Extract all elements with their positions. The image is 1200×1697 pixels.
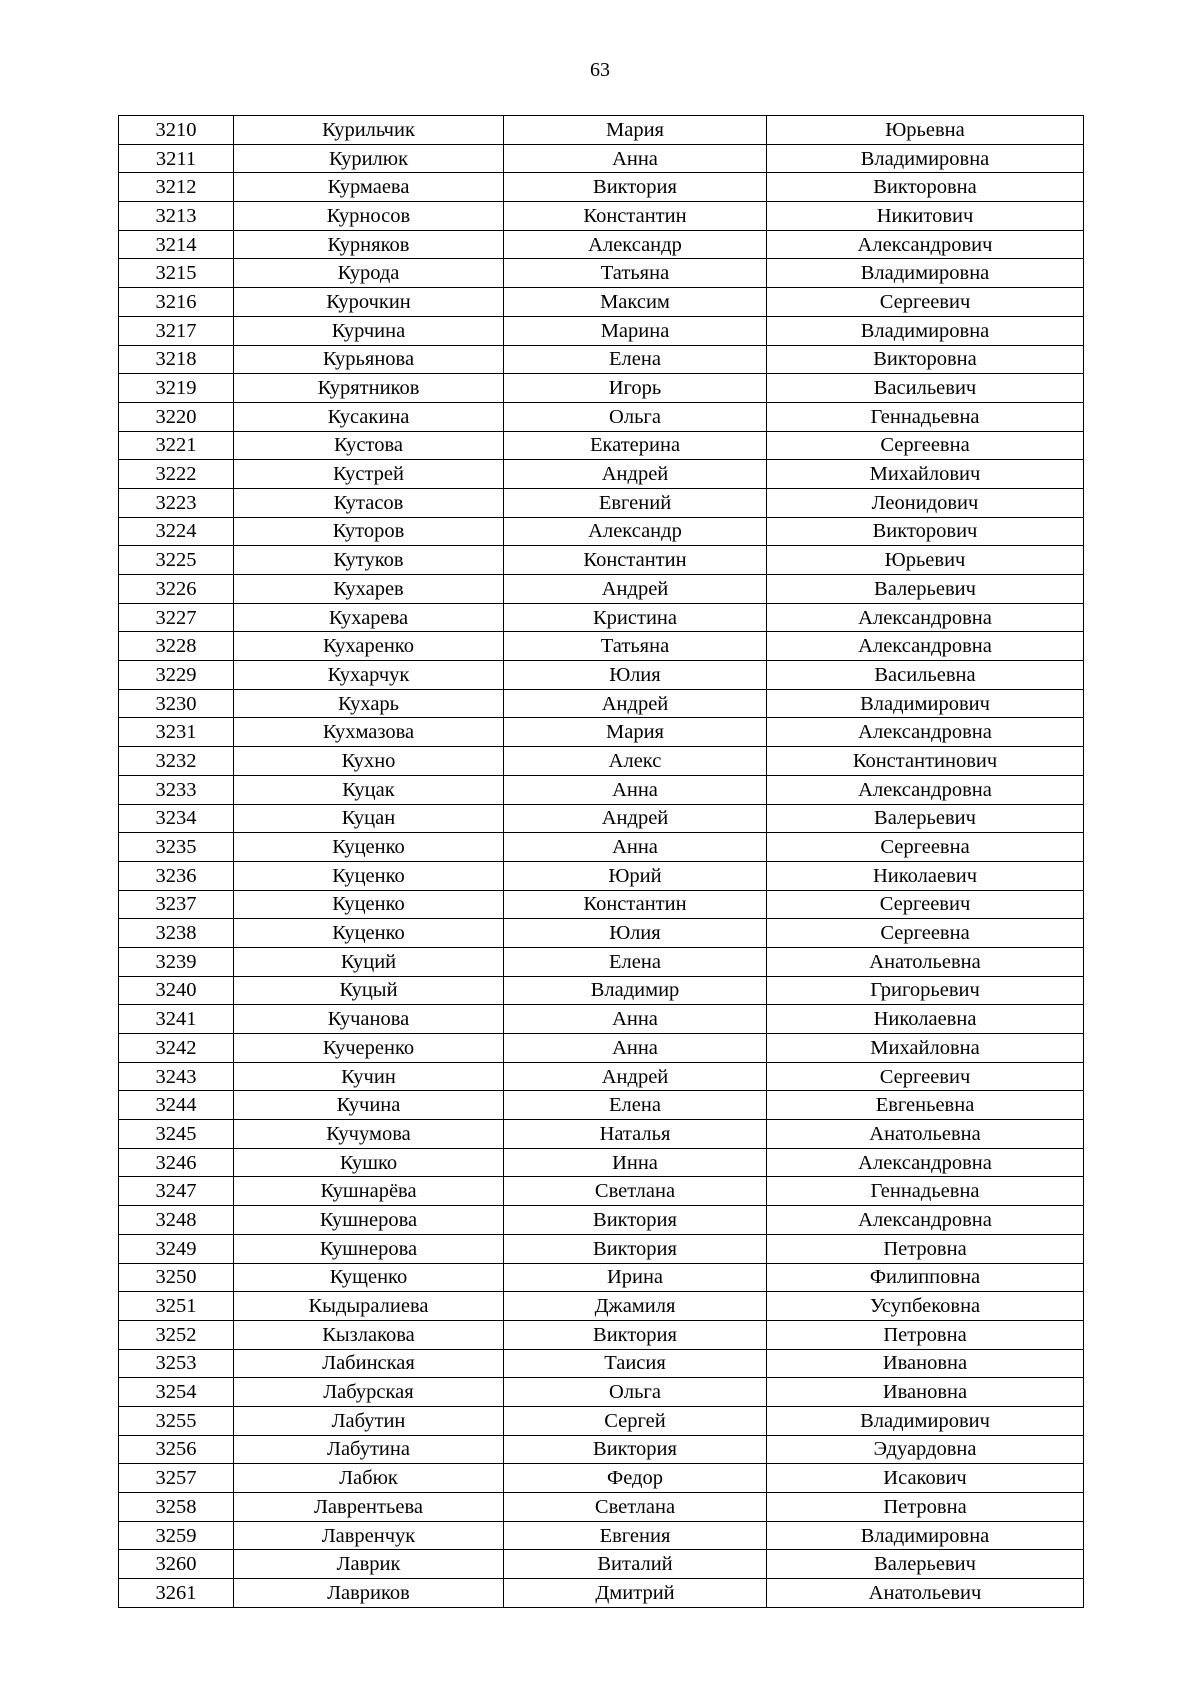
table-row	[119, 488, 1084, 517]
row-number-cell: 3223	[119, 488, 234, 517]
last-name-cell: Куцый	[234, 976, 504, 1005]
page-number: 63	[590, 59, 610, 81]
last-name-cell: Кутасов	[234, 488, 504, 517]
patronymic-cell: Михайлович	[767, 460, 1084, 489]
last-name-cell: Кушнерова	[234, 1234, 504, 1263]
last-name-cell: Лаврентьева	[234, 1493, 504, 1522]
first-name-cell: Ольга	[504, 1378, 767, 1407]
first-name-cell: Константин	[504, 890, 767, 919]
row-number-cell: 3241	[119, 1005, 234, 1034]
first-name-cell: Светлана	[504, 1493, 767, 1522]
first-name-cell: Виктория	[504, 1320, 767, 1349]
first-name-cell: Анна	[504, 775, 767, 804]
table-row	[119, 288, 1084, 317]
first-name-cell: Таисия	[504, 1349, 767, 1378]
patronymic-cell: Александровна	[767, 775, 1084, 804]
table-row	[119, 1349, 1084, 1378]
patronymic-cell: Валерьевич	[767, 575, 1084, 604]
first-name-cell: Инна	[504, 1148, 767, 1177]
patronymic-cell: Владимировна	[767, 144, 1084, 173]
patronymic-cell: Юрьевич	[767, 546, 1084, 575]
table-row	[119, 1579, 1084, 1608]
last-name-cell: Кучумова	[234, 1120, 504, 1149]
row-number-cell: 3248	[119, 1206, 234, 1235]
first-name-cell: Виталий	[504, 1550, 767, 1579]
patronymic-cell: Ивановна	[767, 1349, 1084, 1378]
table-row	[119, 632, 1084, 661]
row-number-cell: 3240	[119, 976, 234, 1005]
last-name-cell: Кустова	[234, 431, 504, 460]
row-number-cell: 3226	[119, 575, 234, 604]
row-number-cell: 3258	[119, 1493, 234, 1522]
row-number-cell: 3256	[119, 1435, 234, 1464]
row-number-cell: 3253	[119, 1349, 234, 1378]
last-name-cell: Кухно	[234, 747, 504, 776]
last-name-cell: Лабинская	[234, 1349, 504, 1378]
last-name-cell: Лабурская	[234, 1378, 504, 1407]
patronymic-cell: Александровна	[767, 1148, 1084, 1177]
last-name-cell: Куценко	[234, 919, 504, 948]
table-row	[119, 947, 1084, 976]
first-name-cell: Екатерина	[504, 431, 767, 460]
row-number-cell: 3251	[119, 1292, 234, 1321]
table-row	[119, 603, 1084, 632]
row-number-cell: 3215	[119, 259, 234, 288]
last-name-cell: Лабутин	[234, 1406, 504, 1435]
table-row	[119, 1177, 1084, 1206]
table-row	[119, 173, 1084, 202]
patronymic-cell: Валерьевич	[767, 1550, 1084, 1579]
last-name-cell: Курносов	[234, 202, 504, 231]
first-name-cell: Александр	[504, 230, 767, 259]
table-row	[119, 1034, 1084, 1063]
patronymic-cell: Александровна	[767, 718, 1084, 747]
first-name-cell: Игорь	[504, 374, 767, 403]
table-row	[119, 1493, 1084, 1522]
first-name-cell: Виктория	[504, 1435, 767, 1464]
last-name-cell: Курчина	[234, 316, 504, 345]
row-number-cell: 3211	[119, 144, 234, 173]
first-name-cell: Алекс	[504, 747, 767, 776]
patronymic-cell: Александрович	[767, 230, 1084, 259]
patronymic-cell: Сергеевна	[767, 431, 1084, 460]
patronymic-cell: Усупбековна	[767, 1292, 1084, 1321]
last-name-cell: Кухмазова	[234, 718, 504, 747]
first-name-cell: Елена	[504, 947, 767, 976]
last-name-cell: Кухарчук	[234, 661, 504, 690]
first-name-cell: Сергей	[504, 1406, 767, 1435]
row-number-cell: 3246	[119, 1148, 234, 1177]
row-number-cell: 3254	[119, 1378, 234, 1407]
patronymic-cell: Владимирович	[767, 1406, 1084, 1435]
last-name-cell: Куцан	[234, 804, 504, 833]
patronymic-cell: Геннадьевна	[767, 402, 1084, 431]
first-name-cell: Мария	[504, 116, 767, 145]
last-name-cell: Курняков	[234, 230, 504, 259]
last-name-cell: Кущенко	[234, 1263, 504, 1292]
table-row	[119, 517, 1084, 546]
first-name-cell: Наталья	[504, 1120, 767, 1149]
row-number-cell: 3231	[119, 718, 234, 747]
table-row	[119, 1120, 1084, 1149]
table-row	[119, 976, 1084, 1005]
table-row	[119, 689, 1084, 718]
patronymic-cell: Анатольевна	[767, 1120, 1084, 1149]
row-number-cell: 3242	[119, 1034, 234, 1063]
row-number-cell: 3221	[119, 431, 234, 460]
first-name-cell: Ольга	[504, 402, 767, 431]
last-name-cell: Лавриков	[234, 1579, 504, 1608]
row-number-cell: 3220	[119, 402, 234, 431]
last-name-cell: Курятников	[234, 374, 504, 403]
patronymic-cell: Ивановна	[767, 1378, 1084, 1407]
first-name-cell: Евгений	[504, 488, 767, 517]
last-name-cell: Курильчик	[234, 116, 504, 145]
table-row	[119, 804, 1084, 833]
first-name-cell: Виктория	[504, 1206, 767, 1235]
row-number-cell: 3238	[119, 919, 234, 948]
table-row	[119, 1435, 1084, 1464]
patronymic-cell: Владимировна	[767, 1521, 1084, 1550]
last-name-cell: Куценко	[234, 890, 504, 919]
patronymic-cell: Валерьевич	[767, 804, 1084, 833]
last-name-cell: Лавренчук	[234, 1521, 504, 1550]
patronymic-cell: Анатольевна	[767, 947, 1084, 976]
table-row	[119, 546, 1084, 575]
row-number-cell: 3233	[119, 775, 234, 804]
table-row	[119, 661, 1084, 690]
last-name-cell: Куцак	[234, 775, 504, 804]
patronymic-cell: Филипповна	[767, 1263, 1084, 1292]
last-name-cell: Кушнерова	[234, 1206, 504, 1235]
last-name-cell: Кухарева	[234, 603, 504, 632]
table-row	[119, 230, 1084, 259]
table-row	[119, 1464, 1084, 1493]
patronymic-cell: Евгеньевна	[767, 1091, 1084, 1120]
row-number-cell: 3250	[119, 1263, 234, 1292]
first-name-cell: Мария	[504, 718, 767, 747]
roster-table	[118, 115, 1084, 1608]
table-row	[119, 1005, 1084, 1034]
first-name-cell: Светлана	[504, 1177, 767, 1206]
last-name-cell: Куценко	[234, 833, 504, 862]
table-row	[119, 460, 1084, 489]
first-name-cell: Константин	[504, 202, 767, 231]
first-name-cell: Виктория	[504, 1234, 767, 1263]
patronymic-cell: Васильевна	[767, 661, 1084, 690]
table-row	[119, 575, 1084, 604]
first-name-cell: Андрей	[504, 804, 767, 833]
table-row	[119, 431, 1084, 460]
patronymic-cell: Сергеевна	[767, 919, 1084, 948]
patronymic-cell: Анатольевич	[767, 1579, 1084, 1608]
patronymic-cell: Исакович	[767, 1464, 1084, 1493]
last-name-cell: Курмаева	[234, 173, 504, 202]
table-row	[119, 919, 1084, 948]
last-name-cell: Куценко	[234, 861, 504, 890]
row-number-cell: 3259	[119, 1521, 234, 1550]
patronymic-cell: Сергеевич	[767, 288, 1084, 317]
first-name-cell: Александр	[504, 517, 767, 546]
last-name-cell: Курьянова	[234, 345, 504, 374]
last-name-cell: Кучанова	[234, 1005, 504, 1034]
first-name-cell: Андрей	[504, 689, 767, 718]
roster-table-body	[119, 116, 1084, 1608]
table-row	[119, 259, 1084, 288]
row-number-cell: 3232	[119, 747, 234, 776]
first-name-cell: Андрей	[504, 575, 767, 604]
row-number-cell: 3228	[119, 632, 234, 661]
row-number-cell: 3218	[119, 345, 234, 374]
row-number-cell: 3237	[119, 890, 234, 919]
row-number-cell: 3210	[119, 116, 234, 145]
last-name-cell: Куторов	[234, 517, 504, 546]
table-row	[119, 1148, 1084, 1177]
last-name-cell: Кусакина	[234, 402, 504, 431]
last-name-cell: Кушко	[234, 1148, 504, 1177]
patronymic-cell: Викторович	[767, 517, 1084, 546]
first-name-cell: Юлия	[504, 919, 767, 948]
patronymic-cell: Александровна	[767, 603, 1084, 632]
row-number-cell: 3247	[119, 1177, 234, 1206]
first-name-cell: Анна	[504, 1034, 767, 1063]
patronymic-cell: Сергеевич	[767, 1062, 1084, 1091]
table-row	[119, 116, 1084, 145]
table-row	[119, 345, 1084, 374]
row-number-cell: 3217	[119, 316, 234, 345]
table-row	[119, 374, 1084, 403]
row-number-cell: 3261	[119, 1579, 234, 1608]
row-number-cell: 3229	[119, 661, 234, 690]
last-name-cell: Куций	[234, 947, 504, 976]
table-row	[119, 1378, 1084, 1407]
patronymic-cell: Григорьевич	[767, 976, 1084, 1005]
table-row	[119, 1091, 1084, 1120]
patronymic-cell: Юрьевна	[767, 116, 1084, 145]
last-name-cell: Лаврик	[234, 1550, 504, 1579]
table-row	[119, 202, 1084, 231]
table-row	[119, 316, 1084, 345]
table-row	[119, 861, 1084, 890]
last-name-cell: Курода	[234, 259, 504, 288]
row-number-cell: 3227	[119, 603, 234, 632]
first-name-cell: Кристина	[504, 603, 767, 632]
first-name-cell: Юрий	[504, 861, 767, 890]
last-name-cell: Кызлакова	[234, 1320, 504, 1349]
patronymic-cell: Леонидович	[767, 488, 1084, 517]
table-row	[119, 747, 1084, 776]
last-name-cell: Кучеренко	[234, 1034, 504, 1063]
first-name-cell: Марина	[504, 316, 767, 345]
row-number-cell: 3236	[119, 861, 234, 890]
first-name-cell: Евгения	[504, 1521, 767, 1550]
first-name-cell: Виктория	[504, 173, 767, 202]
last-name-cell: Курочкин	[234, 288, 504, 317]
patronymic-cell: Эдуардовна	[767, 1435, 1084, 1464]
last-name-cell: Кушнарёва	[234, 1177, 504, 1206]
table-row	[119, 775, 1084, 804]
first-name-cell: Джамиля	[504, 1292, 767, 1321]
row-number-cell: 3222	[119, 460, 234, 489]
table-row	[119, 1206, 1084, 1235]
row-number-cell: 3235	[119, 833, 234, 862]
row-number-cell: 3214	[119, 230, 234, 259]
patronymic-cell: Владимировна	[767, 316, 1084, 345]
last-name-cell: Кустрей	[234, 460, 504, 489]
patronymic-cell: Викторовна	[767, 173, 1084, 202]
row-number-cell: 3213	[119, 202, 234, 231]
table-row	[119, 718, 1084, 747]
last-name-cell: Курилюк	[234, 144, 504, 173]
table-row	[119, 833, 1084, 862]
patronymic-cell: Васильевич	[767, 374, 1084, 403]
patronymic-cell: Владимировна	[767, 259, 1084, 288]
first-name-cell: Федор	[504, 1464, 767, 1493]
row-number-cell: 3224	[119, 517, 234, 546]
row-number-cell: 3245	[119, 1120, 234, 1149]
table-row	[119, 1234, 1084, 1263]
patronymic-cell: Михайловна	[767, 1034, 1084, 1063]
row-number-cell: 3219	[119, 374, 234, 403]
row-number-cell: 3260	[119, 1550, 234, 1579]
patronymic-cell: Александровна	[767, 1206, 1084, 1235]
last-name-cell: Кухаренко	[234, 632, 504, 661]
patronymic-cell: Владимирович	[767, 689, 1084, 718]
last-name-cell: Лабутина	[234, 1435, 504, 1464]
row-number-cell: 3216	[119, 288, 234, 317]
table-row	[119, 144, 1084, 173]
last-name-cell: Кыдыралиева	[234, 1292, 504, 1321]
last-name-cell: Кутуков	[234, 546, 504, 575]
patronymic-cell: Сергеевна	[767, 833, 1084, 862]
patronymic-cell: Петровна	[767, 1320, 1084, 1349]
row-number-cell: 3257	[119, 1464, 234, 1493]
last-name-cell: Кухарь	[234, 689, 504, 718]
first-name-cell: Дмитрий	[504, 1579, 767, 1608]
table-row	[119, 1263, 1084, 1292]
first-name-cell: Юлия	[504, 661, 767, 690]
first-name-cell: Максим	[504, 288, 767, 317]
first-name-cell: Владимир	[504, 976, 767, 1005]
last-name-cell: Кучина	[234, 1091, 504, 1120]
last-name-cell: Кучин	[234, 1062, 504, 1091]
table-row	[119, 1406, 1084, 1435]
row-number-cell: 3244	[119, 1091, 234, 1120]
table-row	[119, 402, 1084, 431]
first-name-cell: Елена	[504, 1091, 767, 1120]
table-row	[119, 1550, 1084, 1579]
table-row	[119, 1320, 1084, 1349]
patronymic-cell: Николаевич	[767, 861, 1084, 890]
patronymic-cell: Петровна	[767, 1234, 1084, 1263]
first-name-cell: Андрей	[504, 460, 767, 489]
patronymic-cell: Геннадьевна	[767, 1177, 1084, 1206]
patronymic-cell: Викторовна	[767, 345, 1084, 374]
row-number-cell: 3239	[119, 947, 234, 976]
first-name-cell: Андрей	[504, 1062, 767, 1091]
patronymic-cell: Николаевна	[767, 1005, 1084, 1034]
first-name-cell: Анна	[504, 1005, 767, 1034]
table-row	[119, 1521, 1084, 1550]
first-name-cell: Анна	[504, 144, 767, 173]
row-number-cell: 3234	[119, 804, 234, 833]
first-name-cell: Анна	[504, 833, 767, 862]
last-name-cell: Лабюк	[234, 1464, 504, 1493]
row-number-cell: 3212	[119, 173, 234, 202]
row-number-cell: 3249	[119, 1234, 234, 1263]
last-name-cell: Кухарев	[234, 575, 504, 604]
patronymic-cell: Петровна	[767, 1493, 1084, 1522]
row-number-cell: 3255	[119, 1406, 234, 1435]
first-name-cell: Константин	[504, 546, 767, 575]
table-row	[119, 890, 1084, 919]
patronymic-cell: Константинович	[767, 747, 1084, 776]
first-name-cell: Татьяна	[504, 259, 767, 288]
first-name-cell: Ирина	[504, 1263, 767, 1292]
table-row	[119, 1292, 1084, 1321]
patronymic-cell: Александровна	[767, 632, 1084, 661]
first-name-cell: Елена	[504, 345, 767, 374]
row-number-cell: 3225	[119, 546, 234, 575]
patronymic-cell: Никитович	[767, 202, 1084, 231]
table-row	[119, 1062, 1084, 1091]
row-number-cell: 3252	[119, 1320, 234, 1349]
row-number-cell: 3230	[119, 689, 234, 718]
row-number-cell: 3243	[119, 1062, 234, 1091]
patronymic-cell: Сергеевич	[767, 890, 1084, 919]
first-name-cell: Татьяна	[504, 632, 767, 661]
